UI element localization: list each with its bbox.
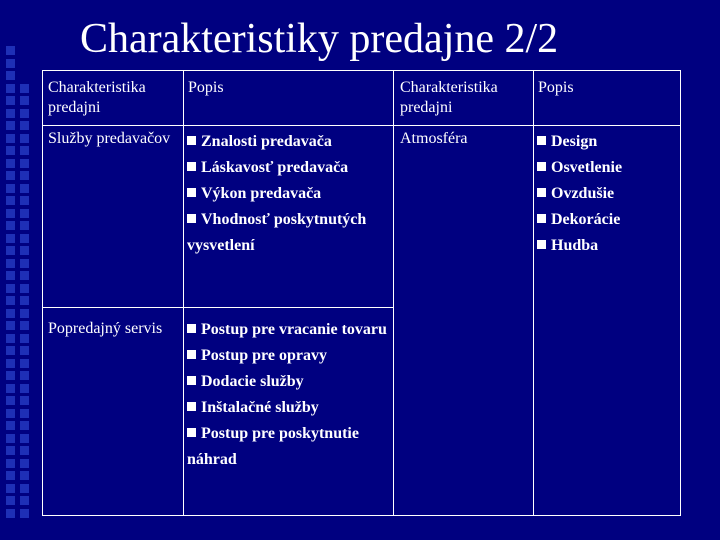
square-bullet-icon xyxy=(537,188,546,197)
list-item xyxy=(187,317,391,343)
decorative-square xyxy=(20,334,29,343)
characteristic-cell: Popredajný servis xyxy=(48,320,163,337)
square-bullet-icon xyxy=(187,136,196,145)
decorative-square xyxy=(6,496,15,505)
decorative-square xyxy=(6,71,15,80)
decorative-square xyxy=(6,259,15,268)
decorative-square xyxy=(20,159,29,168)
list-item-text: Osvetlenie xyxy=(551,159,623,176)
square-bullet-icon xyxy=(537,214,546,223)
list-item-text: Postup pre poskytnutie náhrad xyxy=(187,425,359,468)
list-item-text: Výkon predavača xyxy=(201,185,322,202)
list-item-text: Vhodnosť poskytnutých vysvetlení xyxy=(187,211,367,254)
decorative-square xyxy=(6,484,15,493)
description-list xyxy=(537,129,679,259)
decorative-square xyxy=(20,434,29,443)
decorative-square xyxy=(6,346,15,355)
decorative-square xyxy=(6,421,15,430)
list-item xyxy=(537,181,679,207)
decorative-square xyxy=(6,334,15,343)
decorative-square xyxy=(6,184,15,193)
decorative-square xyxy=(20,471,29,480)
decorative-square xyxy=(20,184,29,193)
decorative-square xyxy=(6,396,15,405)
decorative-square xyxy=(20,246,29,255)
decorative-square xyxy=(20,284,29,293)
decorative-square xyxy=(6,296,15,305)
square-bullet-icon xyxy=(187,162,196,171)
list-item xyxy=(537,129,679,155)
description-list xyxy=(187,317,391,473)
list-item xyxy=(537,233,679,259)
square-bullet-icon xyxy=(187,350,196,359)
header-characteristic-right: Charakteristika predajni xyxy=(400,79,498,116)
header-description-left: Popis xyxy=(188,79,224,96)
list-item-text: Ovzdušie xyxy=(551,185,615,202)
slide-title: Charakteristiky predajne 2/2 xyxy=(80,16,559,62)
list-item-text: Dekorácie xyxy=(551,211,621,228)
list-item xyxy=(187,395,391,421)
table-divider xyxy=(43,307,393,308)
header-characteristic-left: Charakteristika predajni xyxy=(48,79,146,116)
list-item-text: Inštalačné služby xyxy=(201,399,319,416)
decorative-square xyxy=(6,96,15,105)
decorative-square xyxy=(6,146,15,155)
decorative-square xyxy=(20,359,29,368)
decorative-square xyxy=(6,234,15,243)
decorative-square xyxy=(20,346,29,355)
decorative-square xyxy=(20,296,29,305)
decorative-square xyxy=(20,234,29,243)
decorative-square xyxy=(20,409,29,418)
decorative-square xyxy=(20,209,29,218)
decorative-square xyxy=(6,384,15,393)
characteristics-table xyxy=(42,70,681,516)
table-divider xyxy=(393,71,394,515)
decorative-square xyxy=(6,109,15,118)
decorative-square xyxy=(6,171,15,180)
decorative-square xyxy=(20,221,29,230)
decorative-square xyxy=(20,496,29,505)
description-list xyxy=(187,129,391,259)
decorative-square xyxy=(6,321,15,330)
decorative-square xyxy=(20,321,29,330)
list-item-text: Design xyxy=(551,133,598,150)
decorative-square xyxy=(20,484,29,493)
list-item xyxy=(187,421,391,473)
square-bullet-icon xyxy=(187,188,196,197)
decorative-square xyxy=(6,309,15,318)
square-bullet-icon xyxy=(187,402,196,411)
square-bullet-icon xyxy=(537,136,546,145)
square-bullet-icon xyxy=(187,376,196,385)
list-item-text: Znalosti predavača xyxy=(201,133,332,150)
decorative-square xyxy=(6,359,15,368)
decorative-square xyxy=(20,309,29,318)
decorative-square xyxy=(20,259,29,268)
list-item xyxy=(187,181,391,207)
decorative-square xyxy=(20,271,29,280)
decorative-square xyxy=(20,121,29,130)
list-item-text: Hudba xyxy=(551,237,599,254)
decorative-square xyxy=(6,209,15,218)
decorative-square xyxy=(6,284,15,293)
decorative-square xyxy=(6,121,15,130)
characteristic-cell: Služby predavačov xyxy=(48,130,171,147)
decorative-square xyxy=(6,509,15,518)
list-item-text: Láskavosť predavača xyxy=(201,159,349,176)
decorative-square xyxy=(20,371,29,380)
decorative-square xyxy=(20,109,29,118)
header-description-right: Popis xyxy=(538,79,574,96)
decorative-square xyxy=(20,421,29,430)
decorative-square xyxy=(20,446,29,455)
decorative-square xyxy=(20,171,29,180)
decorative-square xyxy=(6,446,15,455)
list-item xyxy=(187,207,391,259)
decorative-square xyxy=(20,96,29,105)
decorative-square xyxy=(6,84,15,93)
list-item xyxy=(187,155,391,181)
table-divider xyxy=(43,125,680,126)
decorative-square xyxy=(6,221,15,230)
decorative-square xyxy=(6,196,15,205)
decorative-square xyxy=(6,159,15,168)
square-bullet-icon xyxy=(187,214,196,223)
decorative-square xyxy=(20,84,29,93)
decorative-square xyxy=(6,434,15,443)
side-decoration xyxy=(0,0,36,540)
list-item xyxy=(187,369,391,395)
square-bullet-icon xyxy=(537,162,546,171)
characteristic-cell: Atmosféra xyxy=(400,130,468,147)
list-item xyxy=(187,343,391,369)
table-divider xyxy=(183,71,184,515)
square-bullet-icon xyxy=(187,324,196,333)
decorative-square xyxy=(6,459,15,468)
table-divider xyxy=(533,71,534,515)
list-item-text: Dodacie služby xyxy=(201,373,304,390)
decorative-square xyxy=(20,146,29,155)
decorative-square xyxy=(20,196,29,205)
decorative-square xyxy=(20,459,29,468)
decorative-square xyxy=(20,509,29,518)
list-item xyxy=(187,129,391,155)
decorative-square xyxy=(20,396,29,405)
decorative-square xyxy=(6,59,15,68)
list-item-text: Postup pre opravy xyxy=(201,347,327,364)
decorative-square xyxy=(20,134,29,143)
decorative-square xyxy=(6,246,15,255)
decorative-square xyxy=(6,371,15,380)
square-bullet-icon xyxy=(537,240,546,249)
list-item xyxy=(537,155,679,181)
list-item-text: Postup pre vracanie tovaru xyxy=(201,321,387,338)
decorative-square xyxy=(6,134,15,143)
decorative-square xyxy=(6,46,15,55)
decorative-square xyxy=(6,471,15,480)
list-item xyxy=(537,207,679,233)
decorative-square xyxy=(20,384,29,393)
decorative-square xyxy=(6,409,15,418)
square-bullet-icon xyxy=(187,428,196,437)
decorative-square xyxy=(6,271,15,280)
